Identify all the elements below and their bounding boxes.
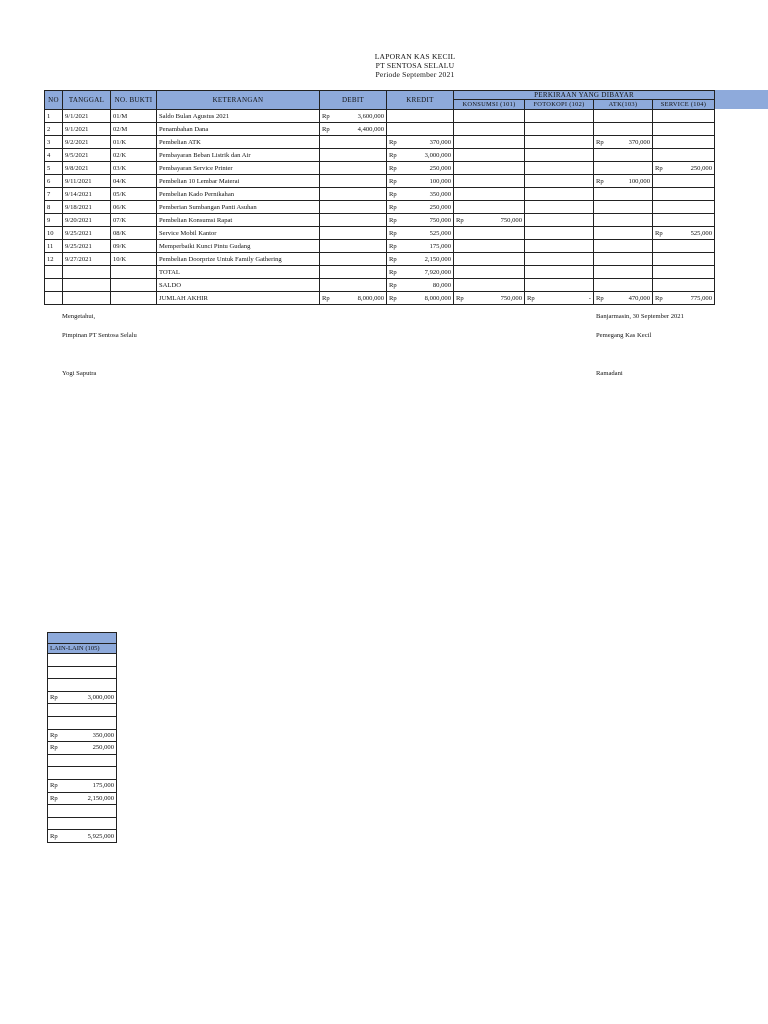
cell-debit: [320, 175, 387, 188]
cell-service: [653, 266, 715, 279]
table-row: [48, 729, 117, 742]
table-row: [45, 240, 715, 253]
cell-lain-lain: [48, 754, 117, 767]
amount-value: 250,000: [92, 744, 114, 752]
cell-fotokopi: [525, 110, 594, 123]
cell-lain-lain: [48, 792, 117, 805]
report-period: Periode September 2021: [375, 70, 455, 79]
cell-debit: [320, 149, 387, 162]
cell-keterangan: SALDO: [157, 279, 320, 292]
cell-fotokopi: [525, 201, 594, 214]
amount-value: 370,000: [628, 138, 650, 146]
cell-keterangan: Pembayaran Beban Listrik dan Air: [157, 149, 320, 162]
col-header-debit: DEBIT: [320, 91, 387, 110]
table-row: [45, 292, 715, 305]
cell-fotokopi: [525, 266, 594, 279]
cell-debit: [320, 227, 387, 240]
cell-kredit: [387, 214, 454, 227]
cell-konsumsi: [454, 201, 525, 214]
cell-atk: [594, 292, 653, 305]
cell-bukti: 07/K: [111, 214, 157, 227]
lain-lain-table: [47, 632, 117, 843]
cell-bukti: 05/K: [111, 188, 157, 201]
cell-keterangan: Service Mobil Kantor: [157, 227, 320, 240]
cell-lain-lain: [48, 817, 117, 830]
cell-atk: [594, 136, 653, 149]
amount-value: 100,000: [628, 177, 650, 185]
cell-service: [653, 188, 715, 201]
currency-label: Rp: [596, 294, 604, 302]
cell-service: [653, 136, 715, 149]
currency-label: Rp: [389, 190, 397, 198]
cell-no: 9: [45, 214, 63, 227]
cell-bukti: 10/K: [111, 253, 157, 266]
amount-value: 750,000: [500, 294, 522, 302]
cell-atk: [594, 240, 653, 253]
cell-tanggal: 9/25/2021: [63, 240, 111, 253]
cell-lain-lain: [48, 679, 117, 692]
cell-service: [653, 214, 715, 227]
cell-atk: [594, 266, 653, 279]
cell-keterangan: Pembelian ATK: [157, 136, 320, 149]
cell-atk: [594, 201, 653, 214]
currency-label: Rp: [322, 125, 330, 133]
cell-service: [653, 292, 715, 305]
cell-service: [653, 110, 715, 123]
cell-kredit: [387, 175, 454, 188]
currency-label: Rp: [389, 151, 397, 159]
cell-debit: [320, 123, 387, 136]
cell-keterangan: Pembelian Konsumsi Rapat: [157, 214, 320, 227]
col-header-keterangan: KETERANGAN: [157, 91, 320, 110]
cell-service: [653, 279, 715, 292]
cell-fotokopi: [525, 279, 594, 292]
cell-debit: [320, 201, 387, 214]
table-row: [48, 754, 117, 767]
cell-bukti: [111, 292, 157, 305]
cell-konsumsi: [454, 149, 525, 162]
cell-tanggal: 9/2/2021: [63, 136, 111, 149]
cell-fotokopi: [525, 175, 594, 188]
amount-value: 175,000: [92, 782, 114, 790]
cell-debit: [320, 162, 387, 175]
cell-lain-lain: [48, 654, 117, 667]
cell-konsumsi: [454, 214, 525, 227]
table-row: [45, 266, 715, 279]
cell-bukti: 02/M: [111, 123, 157, 136]
table-row: [48, 830, 117, 843]
cell-lain-lain: [48, 666, 117, 679]
table-row: [48, 654, 117, 667]
col-header-atk: ATK(103): [594, 100, 653, 110]
cell-debit: [320, 253, 387, 266]
cell-lain-lain: [48, 729, 117, 742]
table-row: [45, 162, 715, 175]
cell-service: [653, 175, 715, 188]
cell-atk: [594, 227, 653, 240]
cell-konsumsi: [454, 227, 525, 240]
cell-konsumsi: [454, 240, 525, 253]
cell-atk: [594, 279, 653, 292]
currency-label: Rp: [527, 294, 535, 302]
cell-kredit: [387, 227, 454, 240]
amount-value: 350,000: [92, 731, 114, 739]
cell-kredit: [387, 110, 454, 123]
cell-no: 6: [45, 175, 63, 188]
cell-no: 10: [45, 227, 63, 240]
cell-service: [653, 227, 715, 240]
table-row: [45, 110, 715, 123]
amount-value: 250,000: [429, 203, 451, 211]
cell-bukti: 02/K: [111, 149, 157, 162]
col-header-no: NO: [45, 91, 63, 110]
amount-value: 3,000,000: [424, 151, 451, 159]
cell-konsumsi: [454, 110, 525, 123]
table-row: [48, 716, 117, 729]
cell-lain-lain: [48, 830, 117, 843]
cell-kredit: [387, 136, 454, 149]
currency-label: Rp: [389, 294, 397, 302]
table-row: [45, 123, 715, 136]
currency-label: Rp: [389, 268, 397, 276]
cell-fotokopi: [525, 292, 594, 305]
table-row: [48, 817, 117, 830]
cell-tanggal: 9/1/2021: [63, 110, 111, 123]
currency-label: Rp: [389, 203, 397, 211]
amount-value: 750,000: [500, 216, 522, 224]
cell-bukti: 09/K: [111, 240, 157, 253]
table-row: [48, 805, 117, 818]
currency-label: Rp: [389, 164, 397, 172]
cell-keterangan: Pembelian Doorprize Untuk Family Gathering: [157, 253, 320, 266]
cell-service: [653, 253, 715, 266]
cell-no: 8: [45, 201, 63, 214]
signature-left-title: Pimpinan PT Sentosa Selalu: [62, 332, 137, 339]
currency-label: Rp: [655, 294, 663, 302]
cell-keterangan: Memperbaiki Kunci Pintu Gudang: [157, 240, 320, 253]
cell-bukti: 04/K: [111, 175, 157, 188]
cell-tanggal: 9/11/2021: [63, 175, 111, 188]
table-row: [45, 227, 715, 240]
amount-value: 470,000: [628, 294, 650, 302]
cell-lain-lain: [48, 691, 117, 704]
cell-no: 3: [45, 136, 63, 149]
amount-value: 3,600,000: [357, 112, 384, 120]
amount-value: 525,000: [429, 229, 451, 237]
cell-konsumsi: [454, 162, 525, 175]
cell-lain-lain: [48, 704, 117, 717]
cell-bukti: 01/M: [111, 110, 157, 123]
amount-value: 100,000: [429, 177, 451, 185]
cell-konsumsi: [454, 136, 525, 149]
cell-no: [45, 266, 63, 279]
cell-fotokopi: [525, 123, 594, 136]
cell-no: 1: [45, 110, 63, 123]
cell-konsumsi: [454, 253, 525, 266]
cell-keterangan: Saldo Bulan Agustus 2021: [157, 110, 320, 123]
col-header-bukti: NO. BUKTI: [111, 91, 157, 110]
cell-kredit: [387, 279, 454, 292]
currency-label: Rp: [389, 229, 397, 237]
cell-tanggal: 9/18/2021: [63, 201, 111, 214]
company-name: PT SENTOSA SELALU: [375, 61, 455, 70]
cell-lain-lain: [48, 742, 117, 755]
cell-kredit: [387, 253, 454, 266]
currency-label: Rp: [50, 794, 58, 802]
currency-label: Rp: [389, 216, 397, 224]
cell-konsumsi: [454, 292, 525, 305]
amount-value: 525,000: [690, 229, 713, 237]
cell-tanggal: [63, 266, 111, 279]
cell-lain-lain: [48, 805, 117, 818]
table-row: [48, 691, 117, 704]
cell-kredit: [387, 188, 454, 201]
amount-value: 250,000: [690, 164, 713, 172]
amount-value: 80,000: [432, 281, 451, 289]
table-row: [48, 779, 117, 792]
cell-debit: [320, 214, 387, 227]
cell-debit: [320, 240, 387, 253]
currency-label: Rp: [655, 229, 663, 237]
amount-value: 350,000: [429, 190, 451, 198]
cell-kredit: [387, 240, 454, 253]
cell-tanggal: 9/20/2021: [63, 214, 111, 227]
cell-debit: [320, 266, 387, 279]
cell-bukti: [111, 279, 157, 292]
table-row: [48, 792, 117, 805]
petty-cash-table-body: [45, 110, 715, 305]
table-row: [45, 188, 715, 201]
table-row: [45, 175, 715, 188]
amount-value: 7,920,000: [424, 268, 451, 276]
table-row: [45, 136, 715, 149]
cell-fotokopi: [525, 227, 594, 240]
cell-fotokopi: [525, 149, 594, 162]
report-title: LAPORAN KAS KECIL: [374, 52, 456, 61]
cell-konsumsi: [454, 266, 525, 279]
cell-service: [653, 149, 715, 162]
lain-lain-table-body: [48, 654, 117, 843]
cell-kredit: [387, 266, 454, 279]
cell-keterangan: Pembelian Kado Pernikahan: [157, 188, 320, 201]
cell-fotokopi: [525, 240, 594, 253]
cell-tanggal: [63, 279, 111, 292]
amount-value: 370,000: [429, 138, 451, 146]
amount-value: 8,000,000: [424, 294, 451, 302]
cell-tanggal: 9/27/2021: [63, 253, 111, 266]
cell-keterangan: Pembayaran Service Printer: [157, 162, 320, 175]
currency-label: Rp: [596, 138, 604, 146]
table-row: [45, 214, 715, 227]
amount-value: 3,000,000: [87, 694, 114, 702]
cell-service: [653, 240, 715, 253]
cell-no: [45, 279, 63, 292]
amount-value: 750,000: [429, 216, 451, 224]
cell-bukti: 01/K: [111, 136, 157, 149]
col-header-fotokopi: FOTOKOPI (102): [525, 100, 594, 110]
lain-lain-top-fill: [48, 633, 117, 644]
cell-no: 4: [45, 149, 63, 162]
cell-atk: [594, 110, 653, 123]
cell-kredit: [387, 292, 454, 305]
signature-left-label: Mengetahui,: [62, 313, 96, 320]
table-row: [45, 201, 715, 214]
cell-atk: [594, 123, 653, 136]
cell-no: 2: [45, 123, 63, 136]
cell-tanggal: 9/1/2021: [63, 123, 111, 136]
cell-atk: [594, 214, 653, 227]
cell-bukti: [111, 266, 157, 279]
currency-label: Rp: [596, 177, 604, 185]
currency-label: Rp: [389, 138, 397, 146]
cell-fotokopi: [525, 214, 594, 227]
cell-keterangan: Penambahan Dana: [157, 123, 320, 136]
cell-no: [45, 292, 63, 305]
cell-lain-lain: [48, 779, 117, 792]
cell-tanggal: 9/25/2021: [63, 227, 111, 240]
currency-label: Rp: [389, 177, 397, 185]
cell-keterangan: Pembelian 10 Lembar Materai: [157, 175, 320, 188]
cell-debit: [320, 292, 387, 305]
currency-label: Rp: [389, 281, 397, 289]
cell-atk: [594, 162, 653, 175]
amount-value: 250,000: [429, 164, 451, 172]
table-row: [45, 279, 715, 292]
currency-label: Rp: [389, 242, 397, 250]
amount-value: 8,000,000: [357, 294, 384, 302]
col-header-kredit: KREDIT: [387, 91, 454, 110]
cell-atk: [594, 188, 653, 201]
cell-fotokopi: [525, 188, 594, 201]
cell-atk: [594, 175, 653, 188]
cell-service: [653, 162, 715, 175]
currency-label: Rp: [456, 216, 464, 224]
col-header-service: SERVICE (104): [653, 100, 715, 110]
col-header-perkiraan: PERKIRAAN YANG DIBAYAR: [454, 91, 715, 100]
currency-label: Rp: [50, 744, 58, 752]
table-row: [45, 253, 715, 266]
cell-keterangan: TOTAL: [157, 266, 320, 279]
cell-bukti: 03/K: [111, 162, 157, 175]
table-row: [48, 704, 117, 717]
cell-service: [653, 201, 715, 214]
cell-debit: [320, 136, 387, 149]
signature-right-name: Ramadani: [596, 370, 623, 377]
amount-value: 4,400,000: [357, 125, 384, 133]
table-row: [48, 679, 117, 692]
cell-no: 11: [45, 240, 63, 253]
cell-fotokopi: [525, 162, 594, 175]
cell-konsumsi: [454, 175, 525, 188]
cell-no: 12: [45, 253, 63, 266]
cell-kredit: [387, 201, 454, 214]
cell-debit: [320, 279, 387, 292]
cell-atk: [594, 253, 653, 266]
cell-tanggal: [63, 292, 111, 305]
currency-label: Rp: [655, 164, 663, 172]
amount-value: 5,925,000: [87, 832, 114, 840]
cell-keterangan: Pemberian Sumbangan Panti Asuhan: [157, 201, 320, 214]
currency-label: Rp: [389, 255, 397, 263]
amount-value: 775,000: [690, 294, 713, 302]
currency-label: Rp: [456, 294, 464, 302]
cell-bukti: 08/K: [111, 227, 157, 240]
cell-service: [653, 123, 715, 136]
currency-label: Rp: [50, 782, 58, 790]
cell-konsumsi: [454, 279, 525, 292]
cell-no: 7: [45, 188, 63, 201]
amount-value: 175,000: [429, 242, 451, 250]
cell-kredit: [387, 162, 454, 175]
cell-lain-lain: [48, 767, 117, 780]
cell-atk: [594, 149, 653, 162]
cell-no: 5: [45, 162, 63, 175]
currency-label: Rp: [50, 731, 58, 739]
cell-fotokopi: [525, 136, 594, 149]
cell-konsumsi: [454, 123, 525, 136]
cell-keterangan: JUMLAH AKHIR: [157, 292, 320, 305]
amount-value: 2,150,000: [424, 255, 451, 263]
header-extension-fill: [714, 90, 768, 109]
table-row: [45, 149, 715, 162]
cell-bukti: 06/K: [111, 201, 157, 214]
cell-debit: [320, 188, 387, 201]
table-row: [48, 666, 117, 679]
amount-value: 2,150,000: [87, 794, 114, 802]
petty-cash-table: [44, 90, 715, 305]
table-row: [48, 767, 117, 780]
col-header-tanggal: TANGGAL: [63, 91, 111, 110]
amount-value: -: [588, 294, 591, 302]
cell-debit: [320, 110, 387, 123]
currency-label: Rp: [50, 694, 58, 702]
currency-label: Rp: [322, 294, 330, 302]
cell-lain-lain: [48, 716, 117, 729]
cell-kredit: [387, 123, 454, 136]
cell-tanggal: 9/14/2021: [63, 188, 111, 201]
cell-tanggal: 9/8/2021: [63, 162, 111, 175]
table-row: [48, 742, 117, 755]
signature-right-date: Banjarmasin, 30 September 2021: [596, 313, 684, 320]
signature-left-name: Yogi Saputra: [62, 370, 97, 377]
currency-label: Rp: [50, 832, 58, 840]
col-header-konsumsi: KONSUMSI (101): [454, 100, 525, 110]
signature-right-title: Pemegang Kas Kecil: [596, 332, 652, 339]
cell-fotokopi: [525, 253, 594, 266]
cell-konsumsi: [454, 188, 525, 201]
cell-tanggal: 9/5/2021: [63, 149, 111, 162]
cell-kredit: [387, 149, 454, 162]
currency-label: Rp: [322, 112, 330, 120]
lain-lain-header: LAIN-LAIN (105): [48, 644, 117, 654]
